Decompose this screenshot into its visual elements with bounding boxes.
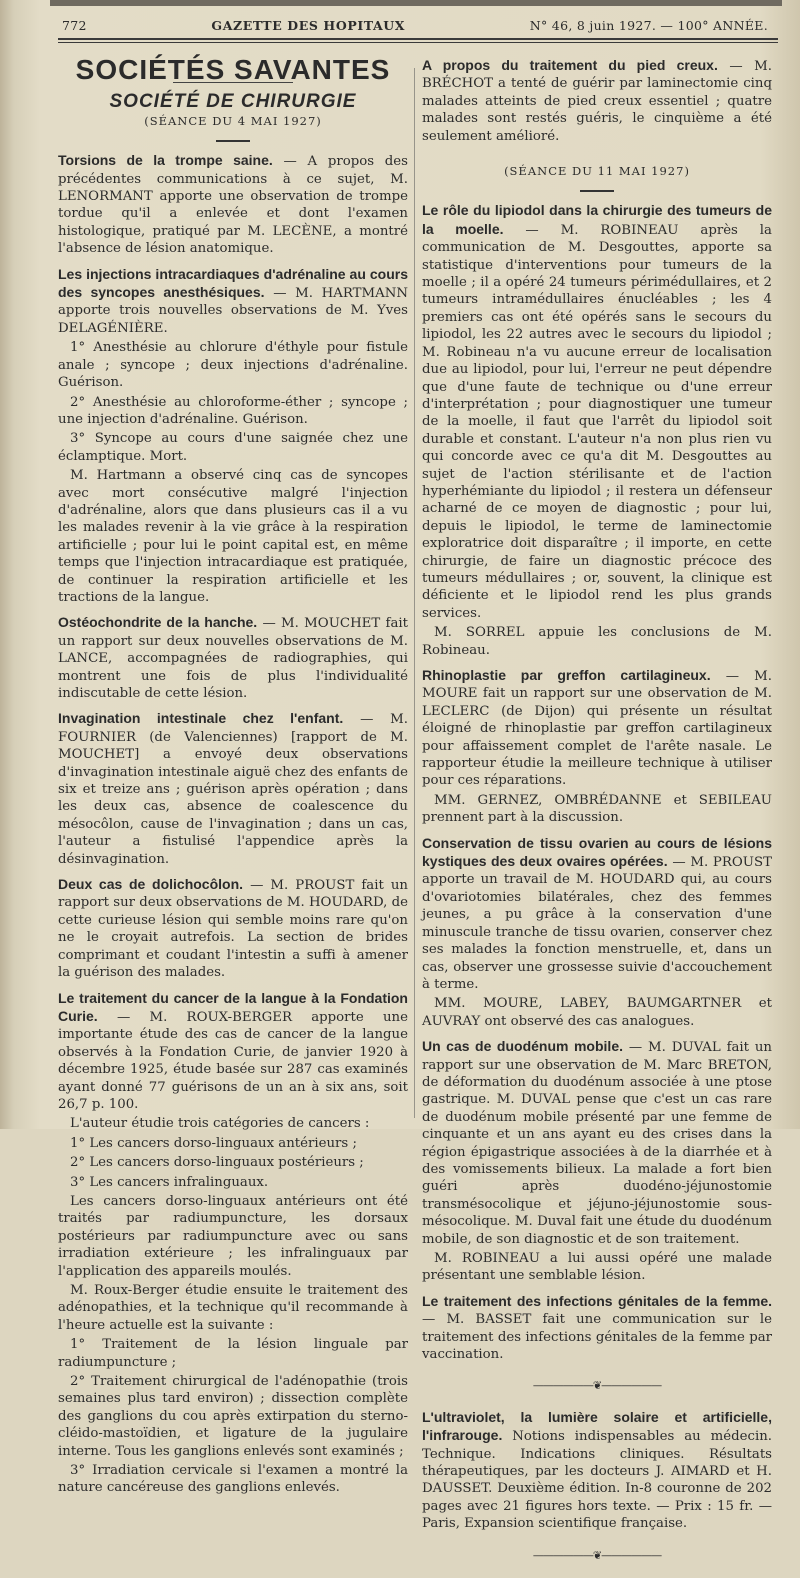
article-title: Torsions de la trompe saine.	[58, 152, 273, 169]
article	[422, 57, 772, 145]
short-rule	[216, 140, 250, 142]
article	[422, 835, 772, 1030]
article-paragraph	[58, 1462, 408, 1497]
article-paragraph	[58, 876, 408, 981]
issue-info: N° 46, 8 juin 1927. — 100° ANNÉE.	[529, 18, 768, 33]
article-text: — A propos des précédentes communications à ce sujet, M. LENORMANT apporte une observation de trompe tordue qu'il a enlevée et dont l'examen histologique, pratiqué par M. LECÈNE, a montré l'absence de lésion anatomique.	[58, 154, 409, 257]
article-text: — M. HARTMANN apporte trois nouvelles observations de M. Yves DELAGÉNIÈRE.	[58, 286, 408, 336]
article-text: 1° Anesthésie au chlorure d'éthyle pour fistule anale ; syncope ; deux injections d'adrénaline. Guérison.	[58, 340, 408, 391]
article-paragraph	[58, 152, 408, 257]
article-title: Le traitement du cancer de la langue à la Fondation Curie.	[58, 989, 408, 1024]
article-text: — M. MOUCHET fait un rapport sur deux nouvelles observations de M. LANCE, accompagnées de radiographies, qui montrent une fois de plus l'individualité indiscutable de cette lésion.	[58, 616, 408, 701]
article-title: Ostéochondrite de la hanche.	[58, 614, 258, 631]
article-title: Rhinoplastie par greffon cartilagineux.	[422, 667, 711, 683]
article-paragraph	[58, 339, 408, 391]
article-paragraph	[422, 792, 772, 827]
article-paragraph	[422, 624, 772, 659]
article-text: 3° Irradiation cervicale si l'examen a montré la nature cancéreuse des ganglions enlevés.	[58, 1463, 408, 1496]
article	[422, 202, 772, 659]
top-border	[50, 0, 782, 6]
article	[58, 152, 408, 257]
columns	[58, 49, 778, 1578]
right-articles	[422, 202, 772, 1363]
article-paragraph	[58, 990, 408, 1114]
section-title: SOCIÉTÉS SAVANTES	[75, 54, 391, 85]
article-paragraph	[58, 394, 408, 429]
article-text: 3° Les cancers infralinguaux.	[70, 1174, 269, 1190]
article-text: L'auteur étudie trois catégories de cancers :	[70, 1116, 370, 1132]
article-title: Invagination intestinale chez l'enfant.	[58, 710, 344, 727]
article-paragraph	[58, 467, 408, 606]
article-title: Conservation de tissu ovarien au cours de lésions kystiques des deux ovaires opérées.	[422, 834, 772, 870]
article-text: — M. FOURNIER (de Valenciennes) [rapport de M. MOUCHET] a envoyé deux observations d'invagination intestinale aiguë chez des enfants de six et treize ans ; guérison après opération ; dans les deux cas, absence de coalescence du mésocôlon, cause de l'invagination ; dans un cas, l'auteur a fistulisé l'appendice après la désinvagination.	[58, 712, 409, 867]
left-column	[58, 49, 408, 1578]
journal-title: GAZETTE DES HOPITAUX	[211, 18, 406, 33]
article-paragraph	[58, 710, 408, 868]
article-paragraph	[58, 1336, 408, 1371]
article-text: 1° Les cancers dorso-linguaux antérieurs ;	[70, 1135, 357, 1151]
article-paragraph	[58, 266, 408, 338]
article	[422, 1293, 772, 1364]
article	[58, 710, 408, 868]
article-paragraph	[422, 1038, 772, 1248]
article-text: 2° Anesthésie au chloroforme-éther ; syncope ; une injection d'adrénaline. Guérison.	[58, 394, 408, 427]
article-text: — M. MOURE fait un rapport sur une observation de M. LECLERC (de Dijon) qui présente un résultat éloigné de rhinoplastie par greffon cartilagineux pour affaissement complet de l'arête nasale. Le rapporteur étudie la meilleure technique à utiliser pour ces réparations.	[422, 669, 772, 789]
article-paragraph	[58, 1115, 408, 1132]
article-text: MM. GERNEZ, OMBRÉDANNE et SEBILEAU prennent part à la discussion.	[422, 792, 772, 826]
article-title: A propos du traitement du pied creux.	[422, 57, 718, 73]
article-text: — M. BRÉCHOT a tenté de guérir par laminectomie cinq malades atteints de pied creux essentiel ; quatre malades sont restés guéris, le cinquième a été seulement amélioré.	[422, 59, 772, 144]
article	[422, 667, 772, 827]
article	[422, 1038, 772, 1285]
article-paragraph	[58, 1373, 408, 1460]
article-paragraph	[58, 1174, 408, 1191]
header-rule-thin	[58, 42, 778, 43]
header-rule	[58, 38, 778, 40]
article-paragraph	[422, 1250, 772, 1285]
article-title: Les injections intracardiaques d'adrénaline au cours des syncopes anesthésiques.	[58, 265, 408, 301]
article-paragraph	[422, 1293, 772, 1364]
article-text: M. Hartmann a observé cinq cas de syncopes avec mort consécutive malgré l'injection d'adrénaline, alors que dans plusieurs cas il a vu les malades revenir à la vie grâce à la respiration artificielle ; pour lui le point capital est, en même temps que l'injection intracardiaque est pratiquée, de continuer la respiration artificielle et les tractions de la langue.	[58, 468, 408, 605]
article-paragraph	[422, 835, 772, 994]
article-paragraph	[58, 1282, 408, 1334]
article-paragraph	[422, 202, 772, 622]
ornament-divider: ——————❦——————	[532, 1379, 662, 1393]
article-text: — M. ROUX-BERGER apporte une importante étude des cas de cancer de la langue observés à la Fondation Curie, de janvier 1920 à décembre 1925, étude basée sur 287 cas examinés ayant donné 77 guérisons de un an à six ans, soit 26,7 p. 100.	[58, 1009, 408, 1112]
left-articles	[58, 152, 408, 1497]
book-title: L'ultraviolet, la lumière solaire et artificielle, l'infrarouge.	[422, 1408, 772, 1444]
article-text: — M. PROUST fait un rapport sur deux observations de M. HOUDARD, de cette curieuse lésion qui semble moins rare qu'on ne le croyait autrefois. La section de brides comprimant et coudant l'intestin a suffi à amener la guérison des malades.	[58, 878, 408, 981]
running-header	[58, 14, 778, 33]
article-paragraph	[422, 995, 772, 1030]
article-title: Un cas de duodénum mobile.	[422, 1038, 623, 1055]
article-paragraph	[422, 667, 772, 790]
right-column	[422, 49, 772, 1578]
article-text: 3° Syncope au cours d'une saignée chez une éclamptique. Mort.	[58, 431, 408, 464]
article-text: M. SORREL appuie les conclusions de M. Robineau.	[422, 625, 772, 658]
article-text: 1° Traitement de la lésion linguale par radiumpuncture ;	[58, 1337, 408, 1370]
article-paragraph	[58, 614, 408, 702]
article-paragraph	[58, 1193, 408, 1280]
seance-date: (SÉANCE DU 4 MAI 1927)	[144, 113, 322, 128]
article-title: Deux cas de dolichocôlon.	[58, 876, 244, 893]
page-number: 772	[62, 18, 87, 33]
article	[58, 266, 408, 607]
article-text: M. ROBINEAU a lui aussi opéré une malade présentant une semblable lésion.	[422, 1251, 772, 1284]
article-text: 2° Les cancers dorso-linguaux postérieurs ;	[70, 1155, 364, 1171]
article-text: M. Roux-Berger étudie ensuite le traitement des adénopathies, et la technique qu'il recommande à l'heure actuelle est la suivante :	[58, 1283, 408, 1333]
article-text: — M. PROUST apporte un travail de M. HOUDARD qui, au cours d'ovariotomies bilatérales, chez des femmes jeunes, a pu grâce à la conservation d'une minuscule tranche de tissu ovarien, conserver chez ses malades la fonction menstruelle, et, dans un cas, observer une grossesse suivie d'accouchement à terme.	[422, 855, 772, 992]
article	[58, 614, 408, 702]
article	[58, 876, 408, 981]
book-text: Notions indispensables au médecin. Technique. Indications cliniques. Résultats thérapeutiques, par les docteurs J. AIMARD et H. DAUSSET. Deuxième édition. In-8 couronne de 202 pages avec 21 figures hors texte. — Prix : 15 fr. — Paris, Expansion scientifique française.	[422, 1429, 772, 1532]
article-text: — M. ROBINEAU après la communication de M. Desgouttes, apporte sa statistique d'interventions pour tumeurs de la moelle ; il a opéré 24 tumeurs périmédullaires, et 2 tumeurs intramédullaires énucléables ; les 4 premiers cas ont été opérés sans le secours du lipiodol, les 22 autres avec le secours du lipiodol ; M. Robineau n'a vu aucune erreur de localisation due au lipiodol, pour lui, l'erreur ne peut dépendre que d'une faute de technique ou d'une erreur d'interprétation ; pour diagnostiquer une tumeur de la moelle, il faut que l'arrêt du lipiodol soit durable et constant. L'auteur n'a non plus rien vu qui concorde avec ce qu'a dit M. Desgouttes au sujet de l'action stérilisante et de l'action hyperhémiante du lipiodol ; il restera un défenseur acharné de ce moyen de diagnostic ; pour lui, depuis le lipiodol, le terme de laminectomie exploratrice doit disparaître ; il importe, en cette chirurgie, de faire un diagnostic précoce des tumeurs médullaires ; or, souvent, la clinique est déficiente et le lipiodol rend les plus grands services.	[422, 222, 772, 621]
article-paragraph	[58, 1135, 408, 1152]
article-text: 2° Traitement chirurgical de l'adénopathie (trois semaines plus tard environ) ; dissection complète des ganglions du cou après extirpation du sterno-cléido-mastoïdien, et ligature de la jugulaire interne. Tous les ganglions enlevés sont examinés ;	[58, 1374, 408, 1459]
book-notice	[422, 1409, 772, 1533]
article-text: Les cancers dorso-linguaux antérieurs ont été traités par radiumpuncture, les dorsaux postérieurs par radiumpuncture avec ou sans irradiation extérieure ; les infralinguaux par l'application des appareils moulés.	[58, 1193, 408, 1279]
article-paragraph	[58, 430, 408, 465]
society-name: SOCIÉTÉ DE CHIRURGIE	[109, 91, 357, 113]
article-title: Le traitement des infections génitales de la femme.	[422, 1292, 772, 1309]
ornament-divider-end: ——————❦——————	[532, 1548, 662, 1562]
seance-date-2: (SÉANCE DU 11 MAI 1927)	[504, 164, 690, 179]
article-text: — M. DUVAL fait un rapport sur une observation de M. Marc BRETON, de déformation du duodénum associée à une ptose gastrique. M. DUVAL pense que c'est un cas rare de duodénum mobile présenté par une femme de cinquante et un ans ayant eu des crises dans la région épigastrique associées à de la diarrhée et à des vomissements bilieux. La malade a fort bien guéri après duodéno-jéjunostomie transmésocolique et jéjuno-jéjunostomie sous-mésocolique. M. Duval fait une étude du duodénum mobile, de son diagnostic et de son traitement.	[422, 1040, 772, 1247]
column-divider	[414, 68, 415, 1118]
article-paragraph	[58, 1154, 408, 1171]
article	[58, 990, 408, 1497]
article-text: — M. BASSET fait une communication sur le traitement des infections génitales de la femme par vaccination.	[422, 1312, 772, 1363]
article-title: Le rôle du lipiodol dans la chirurgie des tumeurs de la moelle.	[422, 202, 772, 237]
article-text: MM. MOURE, LABEY, BAUMGARTNER et AUVRAY ont observé des cas analogues.	[422, 996, 772, 1029]
short-rule-2	[580, 190, 614, 192]
